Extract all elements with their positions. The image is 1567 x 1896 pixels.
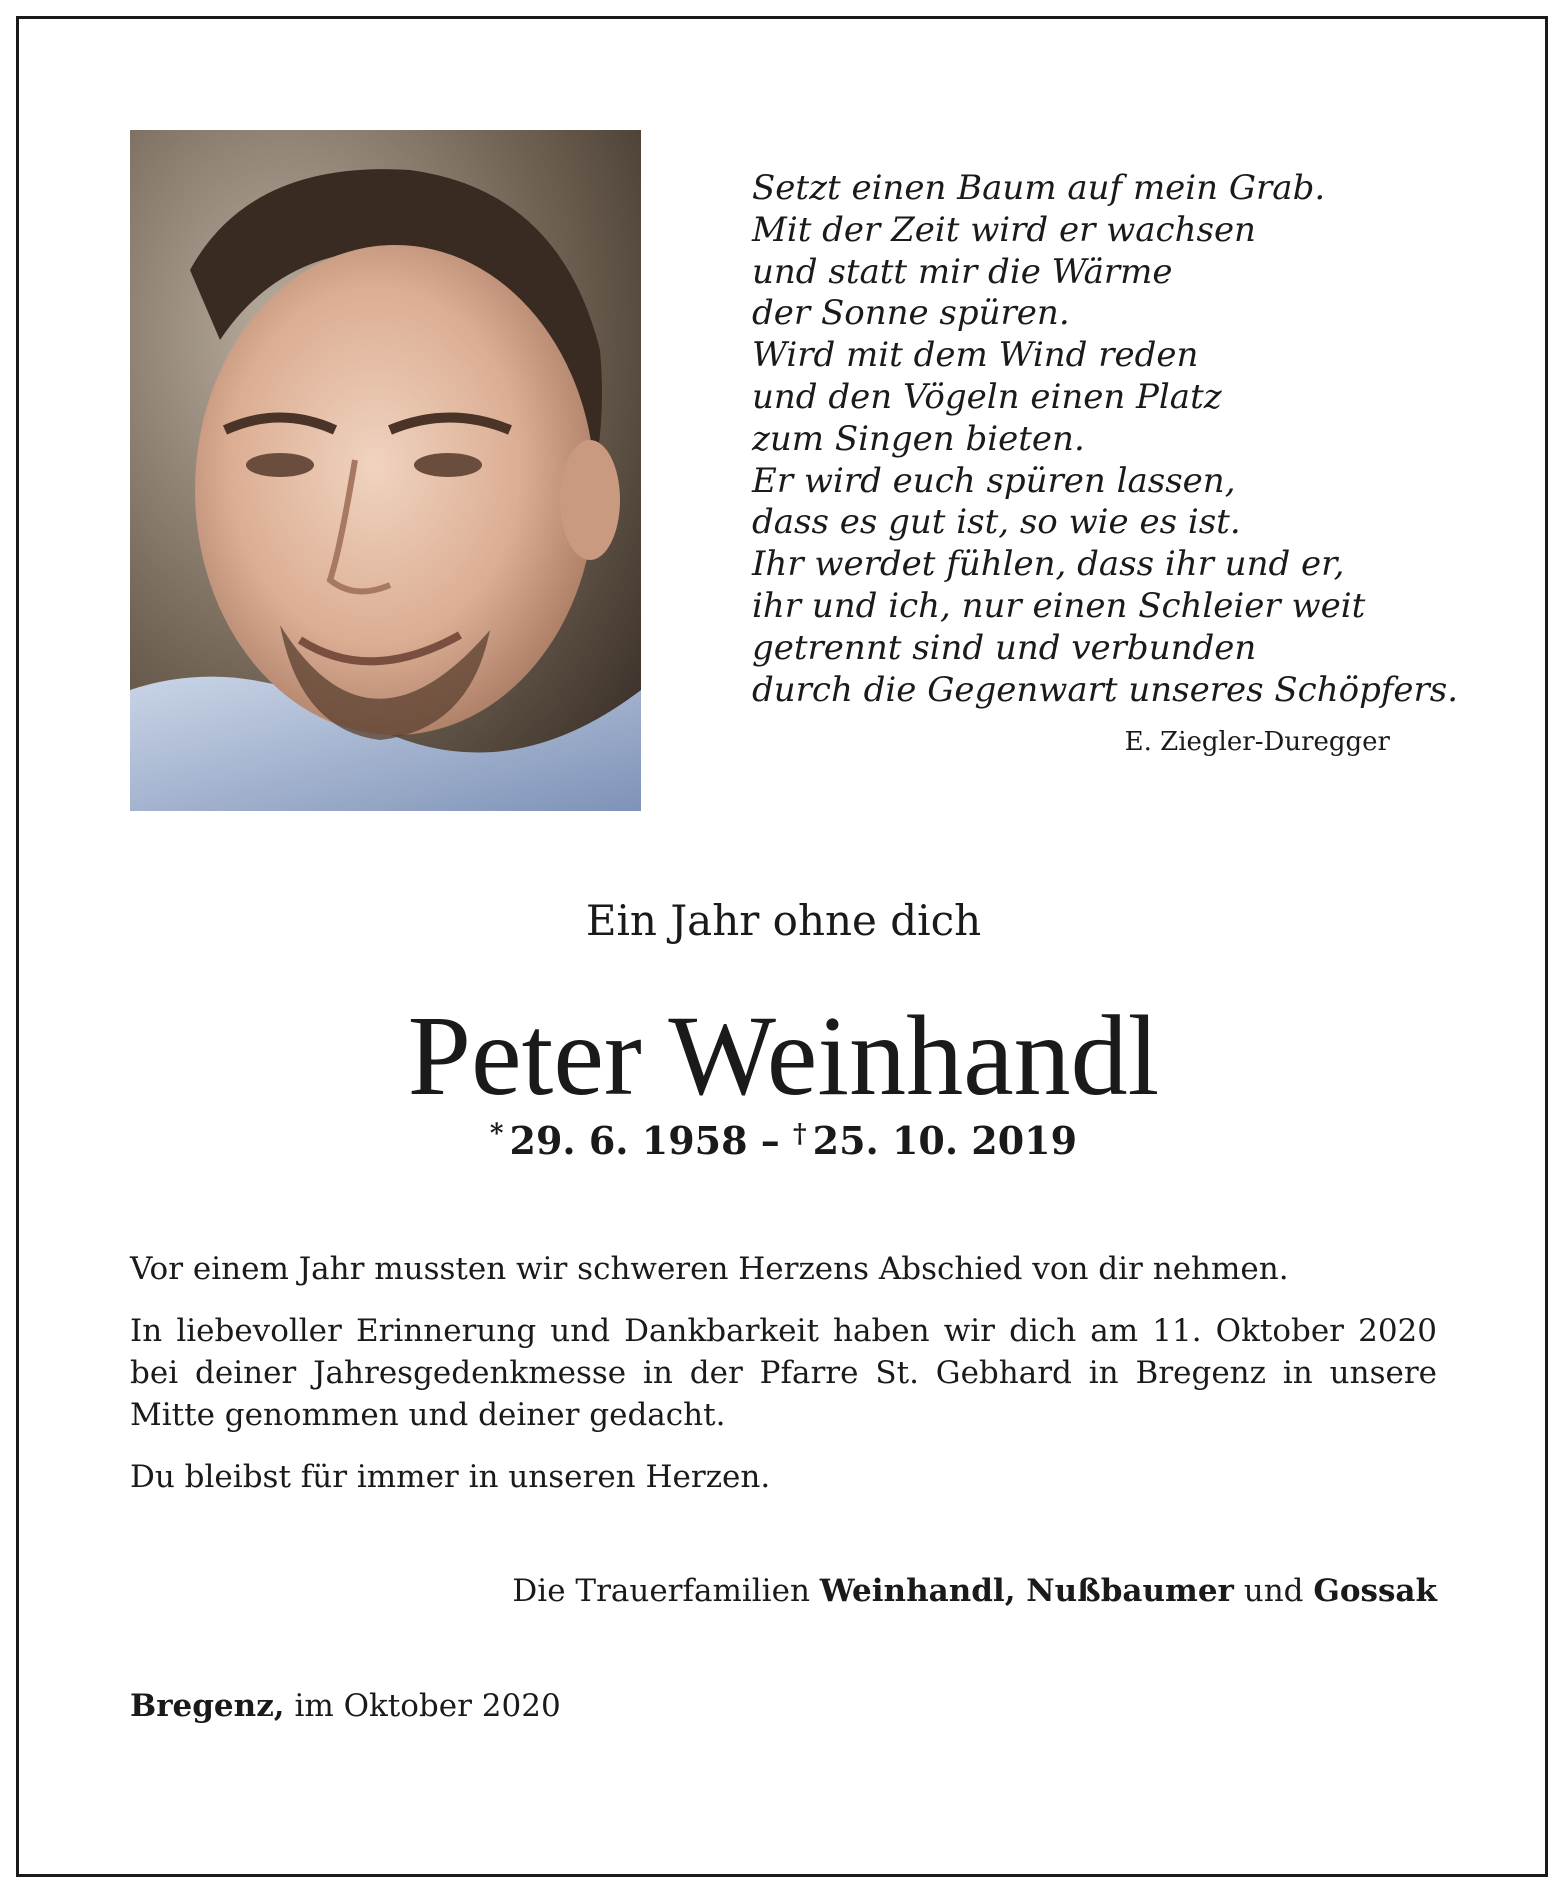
poem-line: ihr und ich, nur einen Schleier weit (752, 585, 1366, 626)
poem-line: und den Vögeln einen Platz (752, 376, 1222, 417)
life-dates (0, 1118, 1567, 1163)
poem-line: zum Singen bieten. (752, 418, 1085, 459)
family-names: Weinhandl, Nußbaumer (819, 1573, 1234, 1609)
paragraph: Vor einem Jahr mussten wir schweren Herzens Abschied von dir nehmen. (130, 1251, 1289, 1287)
paragraph: Du bleibst für immer in unseren Herzen. (130, 1459, 771, 1495)
deceased-name: Peter Weinhandl (407, 992, 1160, 1119)
poem (752, 168, 1459, 711)
death-symbol: † (793, 1119, 807, 1149)
date: im Oktober 2020 (284, 1688, 561, 1724)
birth-symbol: * (489, 1119, 504, 1149)
body-text (130, 1248, 1437, 1518)
signature-connector: und (1233, 1573, 1314, 1609)
portrait-image (130, 130, 641, 811)
date-separator: – (760, 1118, 780, 1163)
subtitle: Ein Jahr ohne dich (585, 896, 982, 945)
death-date: 25. 10. 2019 (812, 1118, 1078, 1163)
poem-line: Ihr werdet fühlen, dass ihr und er, (752, 544, 1345, 585)
signature (130, 1573, 1437, 1609)
poem-line: und statt mir die Wärme (752, 251, 1173, 292)
paragraph: In liebevoller Erinnerung und Dankbarkeit haben wir dich am 11. Oktober 2020 bei deiner Jahresgedenkmesse in der Pfarre St. Gebhard in Bregenz in unsere Mitte genommen und deiner gedacht. (130, 1313, 1437, 1433)
poem-author: E. Ziegler-Duregger (1124, 727, 1390, 757)
signature-prefix: Die Trauerfamilien (512, 1573, 820, 1609)
poem-line: Wird mit dem Wind reden (752, 335, 1199, 376)
poem-line: dass es gut ist, so wie es ist. (752, 502, 1241, 543)
poem-line: Setzt einen Baum auf mein Grab. (752, 168, 1326, 208)
poem-line: getrennt sind und verbunden (752, 627, 1257, 668)
poem-line: Mit der Zeit wird er wachsen (752, 209, 1256, 250)
portrait-photo (130, 130, 641, 811)
place: Bregenz, (130, 1688, 285, 1724)
place-date (130, 1688, 561, 1724)
poem-line: durch die Gegenwart unseres Schöpfers. (752, 669, 1459, 710)
family-name: Gossak (1313, 1573, 1437, 1609)
poem-line: der Sonne spüren. (752, 293, 1070, 334)
birth-date: 29. 6. 1958 (509, 1118, 748, 1163)
poem-line: Er wird euch spüren lassen, (752, 460, 1236, 501)
